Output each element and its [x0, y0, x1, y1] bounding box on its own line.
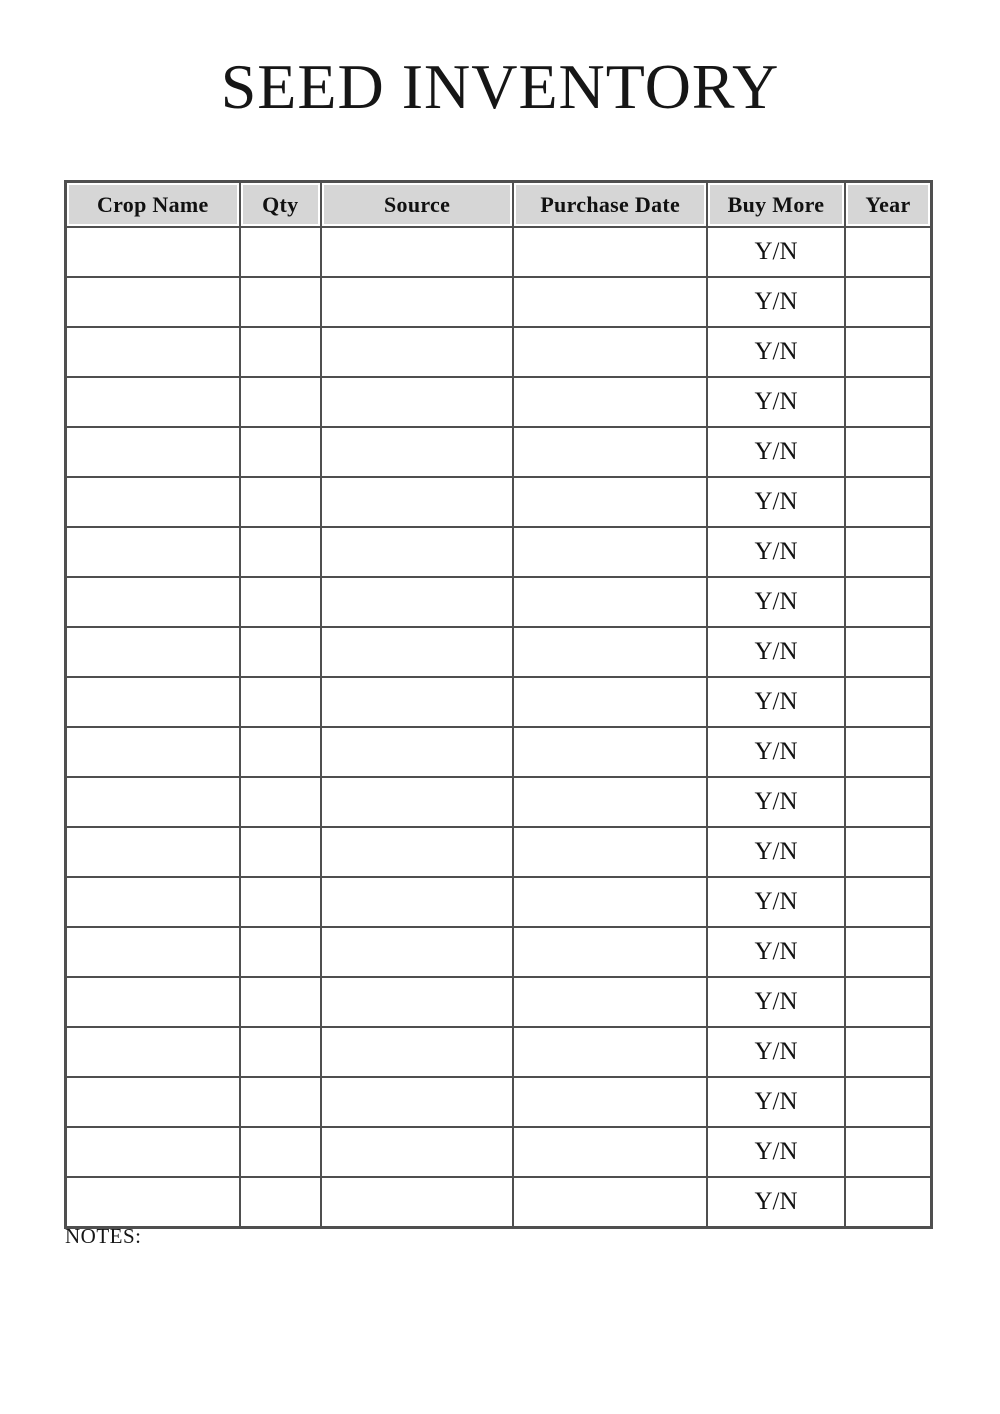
- cell-qty[interactable]: [240, 1177, 321, 1228]
- table-row: [66, 677, 932, 727]
- table-body: [66, 227, 932, 1228]
- cell-source[interactable]: [321, 827, 513, 877]
- cell-source[interactable]: [321, 227, 513, 277]
- column-header-qty: [240, 182, 321, 228]
- cell-source[interactable]: [321, 777, 513, 827]
- table-row: [66, 827, 932, 877]
- cell-purchase-date[interactable]: [513, 877, 707, 927]
- table-row: [66, 1027, 932, 1077]
- cell-qty[interactable]: [240, 1077, 321, 1127]
- cell-source[interactable]: [321, 427, 513, 477]
- table-row: [66, 377, 932, 427]
- cell-buy-more[interactable]: Y/N: [707, 277, 845, 327]
- cell-source[interactable]: [321, 1027, 513, 1077]
- table-row: [66, 977, 932, 1027]
- cell-year[interactable]: [845, 327, 932, 377]
- cell-buy-more[interactable]: Y/N: [707, 427, 845, 477]
- cell-crop-name[interactable]: [66, 527, 240, 577]
- cell-crop-name[interactable]: [66, 727, 240, 777]
- page-title: SEED INVENTORY: [220, 51, 780, 122]
- cell-buy-more[interactable]: Y/N: [707, 1077, 845, 1127]
- column-header-buy-more: [707, 182, 845, 228]
- cell-qty[interactable]: [240, 1027, 321, 1077]
- cell-buy-more[interactable]: Y/N: [707, 727, 845, 777]
- cell-buy-more[interactable]: Y/N: [707, 527, 845, 577]
- cell-crop-name[interactable]: [66, 227, 240, 277]
- cell-source[interactable]: [321, 277, 513, 327]
- cell-qty[interactable]: [240, 327, 321, 377]
- cell-crop-name[interactable]: [66, 927, 240, 977]
- table-row: [66, 777, 932, 827]
- cell-purchase-date[interactable]: [513, 427, 707, 477]
- cell-year[interactable]: [845, 677, 932, 727]
- cell-year[interactable]: [845, 827, 932, 877]
- cell-source[interactable]: [321, 927, 513, 977]
- cell-qty[interactable]: [240, 527, 321, 577]
- cell-purchase-date[interactable]: [513, 377, 707, 427]
- cell-purchase-date[interactable]: [513, 827, 707, 877]
- cell-purchase-date[interactable]: [513, 777, 707, 827]
- column-header-purchase-date: [513, 182, 707, 228]
- cell-purchase-date[interactable]: [513, 927, 707, 977]
- cell-crop-name[interactable]: [66, 827, 240, 877]
- cell-year[interactable]: [845, 1127, 932, 1177]
- cell-source[interactable]: [321, 477, 513, 527]
- cell-buy-more[interactable]: Y/N: [707, 377, 845, 427]
- cell-source[interactable]: [321, 677, 513, 727]
- cell-year[interactable]: [845, 1077, 932, 1127]
- cell-qty[interactable]: [240, 627, 321, 677]
- cell-crop-name[interactable]: [66, 477, 240, 527]
- cell-qty[interactable]: [240, 1127, 321, 1177]
- table-row: [66, 627, 932, 677]
- cell-crop-name[interactable]: [66, 677, 240, 727]
- column-header-label: Source: [324, 185, 510, 224]
- cell-purchase-date[interactable]: [513, 227, 707, 277]
- cell-crop-name[interactable]: [66, 277, 240, 327]
- cell-source[interactable]: [321, 1177, 513, 1228]
- cell-source[interactable]: [321, 727, 513, 777]
- table-row: [66, 877, 932, 927]
- cell-purchase-date[interactable]: [513, 327, 707, 377]
- cell-purchase-date[interactable]: [513, 977, 707, 1027]
- cell-source[interactable]: [321, 627, 513, 677]
- cell-crop-name[interactable]: [66, 427, 240, 477]
- cell-year[interactable]: [845, 927, 932, 977]
- cell-year[interactable]: [845, 427, 932, 477]
- cell-buy-more[interactable]: Y/N: [707, 227, 845, 277]
- table-row: [66, 577, 932, 627]
- cell-source[interactable]: [321, 877, 513, 927]
- cell-qty[interactable]: [240, 777, 321, 827]
- cell-crop-name[interactable]: [66, 977, 240, 1027]
- table-row: [66, 1127, 932, 1177]
- cell-qty[interactable]: [240, 577, 321, 627]
- cell-buy-more[interactable]: Y/N: [707, 977, 845, 1027]
- table-row: [66, 327, 932, 377]
- cell-qty[interactable]: [240, 477, 321, 527]
- cell-buy-more[interactable]: Y/N: [707, 877, 845, 927]
- cell-crop-name[interactable]: [66, 577, 240, 627]
- column-header-year: [845, 182, 932, 228]
- table-row: [66, 727, 932, 777]
- cell-year[interactable]: [845, 977, 932, 1027]
- cell-purchase-date[interactable]: [513, 577, 707, 627]
- cell-source[interactable]: [321, 327, 513, 377]
- cell-crop-name[interactable]: [66, 377, 240, 427]
- table-row: [66, 477, 932, 527]
- cell-source[interactable]: [321, 377, 513, 427]
- table-row: [66, 277, 932, 327]
- table-row: [66, 927, 932, 977]
- cell-crop-name[interactable]: [66, 327, 240, 377]
- cell-qty[interactable]: [240, 727, 321, 777]
- cell-qty[interactable]: [240, 877, 321, 927]
- cell-qty[interactable]: [240, 927, 321, 977]
- cell-buy-more[interactable]: Y/N: [707, 777, 845, 827]
- cell-qty[interactable]: [240, 827, 321, 877]
- cell-year[interactable]: [845, 477, 932, 527]
- cell-year[interactable]: [845, 1027, 932, 1077]
- cell-purchase-date[interactable]: [513, 527, 707, 577]
- notes-label: NOTES:: [65, 1224, 142, 1248]
- cell-year[interactable]: [845, 1177, 932, 1228]
- cell-crop-name[interactable]: [66, 1127, 240, 1177]
- cell-crop-name[interactable]: [66, 777, 240, 827]
- cell-crop-name[interactable]: [66, 1027, 240, 1077]
- table-row: [66, 1177, 932, 1228]
- cell-year[interactable]: [845, 777, 932, 827]
- cell-purchase-date[interactable]: [513, 1077, 707, 1127]
- cell-source[interactable]: [321, 1127, 513, 1177]
- cell-purchase-date[interactable]: [513, 1127, 707, 1177]
- cell-year[interactable]: [845, 527, 932, 577]
- cell-crop-name[interactable]: [66, 627, 240, 677]
- cell-year[interactable]: [845, 377, 932, 427]
- cell-buy-more[interactable]: Y/N: [707, 1027, 845, 1077]
- cell-purchase-date[interactable]: [513, 677, 707, 727]
- cell-buy-more[interactable]: Y/N: [707, 1177, 845, 1228]
- cell-qty[interactable]: [240, 977, 321, 1027]
- header-row: [66, 182, 932, 228]
- cell-qty[interactable]: [240, 427, 321, 477]
- cell-source[interactable]: [321, 1077, 513, 1127]
- cell-source[interactable]: [321, 577, 513, 627]
- seed-inventory-table: [64, 180, 933, 1229]
- cell-buy-more[interactable]: Y/N: [707, 577, 845, 627]
- cell-purchase-date[interactable]: [513, 277, 707, 327]
- cell-purchase-date[interactable]: [513, 727, 707, 777]
- column-header-label: Year: [848, 185, 928, 224]
- column-header-label: Crop Name: [69, 185, 237, 224]
- cell-buy-more[interactable]: Y/N: [707, 927, 845, 977]
- cell-source[interactable]: [321, 527, 513, 577]
- cell-year[interactable]: [845, 727, 932, 777]
- table-row: [66, 227, 932, 277]
- cell-buy-more[interactable]: Y/N: [707, 477, 845, 527]
- cell-source[interactable]: [321, 977, 513, 1027]
- column-header-label: Purchase Date: [516, 185, 704, 224]
- column-header-label: Qty: [243, 185, 318, 224]
- cell-purchase-date[interactable]: [513, 1177, 707, 1228]
- cell-buy-more[interactable]: Y/N: [707, 1127, 845, 1177]
- cell-purchase-date[interactable]: [513, 627, 707, 677]
- cell-buy-more[interactable]: Y/N: [707, 627, 845, 677]
- column-header-crop-name: [66, 182, 240, 228]
- cell-buy-more[interactable]: Y/N: [707, 827, 845, 877]
- cell-year[interactable]: [845, 227, 932, 277]
- column-header-label: Buy More: [710, 185, 842, 224]
- cell-qty[interactable]: [240, 227, 321, 277]
- cell-purchase-date[interactable]: [513, 1027, 707, 1077]
- cell-purchase-date[interactable]: [513, 477, 707, 527]
- table-row: [66, 527, 932, 577]
- cell-year[interactable]: [845, 577, 932, 627]
- cell-year[interactable]: [845, 877, 932, 927]
- cell-buy-more[interactable]: Y/N: [707, 327, 845, 377]
- cell-crop-name[interactable]: [66, 877, 240, 927]
- cell-crop-name[interactable]: [66, 1177, 240, 1228]
- table-row: [66, 1077, 932, 1127]
- cell-year[interactable]: [845, 627, 932, 677]
- cell-buy-more[interactable]: Y/N: [707, 677, 845, 727]
- cell-crop-name[interactable]: [66, 1077, 240, 1127]
- column-header-source: [321, 182, 513, 228]
- table-row: [66, 427, 932, 477]
- cell-qty[interactable]: [240, 677, 321, 727]
- cell-year[interactable]: [845, 277, 932, 327]
- cell-qty[interactable]: [240, 277, 321, 327]
- cell-qty[interactable]: [240, 377, 321, 427]
